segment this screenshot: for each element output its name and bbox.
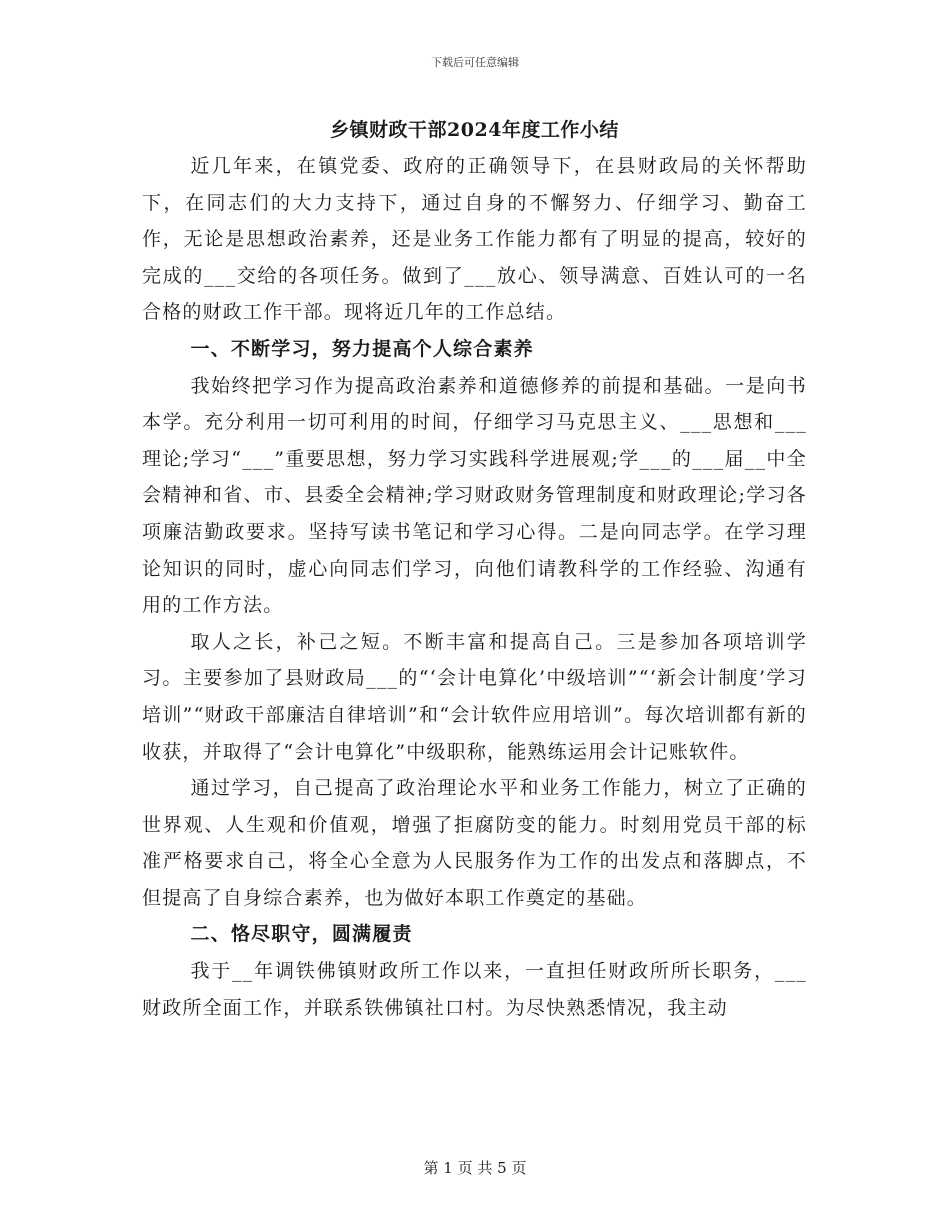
- document-body: [142, 112, 807, 1026]
- page-number: 第 1 页 共 5 页: [423, 1159, 527, 1177]
- page-header-note: 下载后可任意编辑: [431, 56, 519, 69]
- paragraph-intro: 近几年来，在镇党委、政府的正确领导下，在县财政局的关怀帮助下，在同志们的大力支持下，通过自身的不懈努力、仔细学习、勤奋工作，无论是思想政治素养，还是业务工作能力都有了明显的提高，较好的完成的___交给的各项任务。做到了___放心、领导满意、百姓认可的一名合格的财政工作干部。现将近几年的工作总结。: [142, 155, 807, 324]
- section-heading-2: 二、恪尽职守，圆满履责: [190, 923, 413, 946]
- section-heading-1: 一、不断学习，努力提高个人综合素养: [190, 337, 534, 360]
- document-title: 乡镇财政干部2024年度工作小结: [330, 119, 619, 141]
- paragraph-study-1: 我始终把学习作为提高政治素养和道德修养的前提和基础。一是向书本学。充分利用一切可利用的时间，仔细学习马克思主义、___思想和___理论;学习“___”重要思想，努力学习实践科学进展观;学___的___届__中全会精神和省、市、县委全会精神;学习财政财务管理制度和财政理论;学习各项廉洁勤政要求。坚持写读书笔记和学习心得。二是向同志学。在学习理论知识的同时，虚心向同志们学习，向他们请教科学的工作经验、沟通有用的工作方法。: [142, 374, 807, 617]
- paragraph-study-2: 取人之长，补己之短。不断丰富和提高自己。三是参加各项培训学习。主要参加了县财政局___的“‘会计电算化’中级培训”“‘新会计制度’学习培训”“财政干部廉洁自律培训”和“会计软件应用培训”。每次培训都有新的收获，并取得了“会计电算化”中级职称，能熟练运用会计记账软件。: [142, 630, 807, 763]
- paragraph-duty-1: 我于__年调铁佛镇财政所工作以来，一直担任财政所所长职务，___财政所全面工作，并联系铁佛镇社口村。为尽快熟悉情况，我主动: [142, 960, 807, 1019]
- paragraph-study-3: 通过学习，自己提高了政治理论水平和业务工作能力，树立了正确的世界观、人生观和价值观，增强了拒腐防变的能力。时刻用党员干部的标准严格要求自己，将全心全意为人民服务作为工作的出发点和落脚点，不但提高了自身综合素养，也为做好本职工作奠定的基础。: [142, 777, 807, 909]
